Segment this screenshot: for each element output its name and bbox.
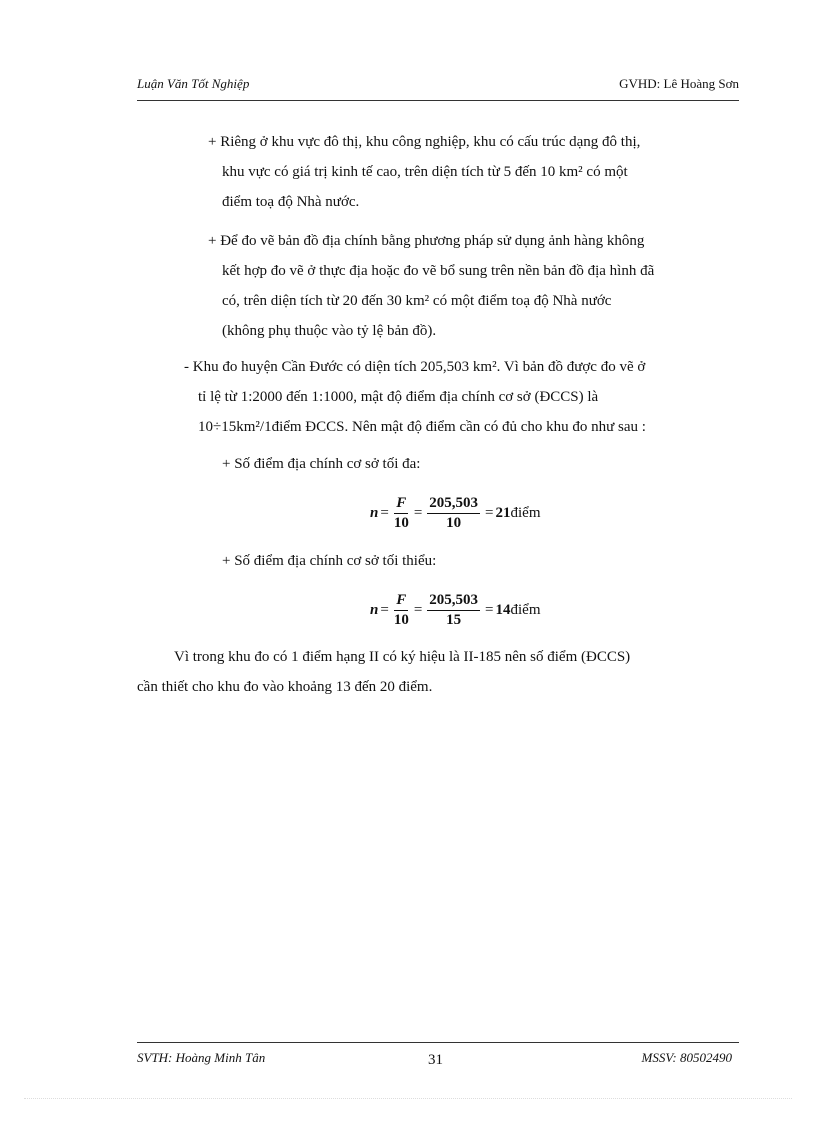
formula-min-num2: 205,503 <box>427 591 480 611</box>
bullet-urban-line1: + Riêng ở khu vực đô thị, khu công nghiệp, khu có cấu trúc dạng đô thị, <box>208 134 641 150</box>
dash-area-line3: 10÷15km²/1điểm ĐCCS. Nên mật độ điểm cần có đủ cho khu đo như sau : <box>198 419 646 435</box>
page-edge-divider <box>24 1098 792 1099</box>
bullet-urban-line2: khu vực có giá trị kinh tế cao, trên diện tích từ 5 đến 10 km² có một <box>222 164 628 180</box>
formula-min-result: 14 <box>495 602 511 618</box>
formula-max-frac2 <box>427 494 480 533</box>
formula-min-eq3: = <box>485 602 494 618</box>
bullet-aerial-line4: (không phụ thuộc vào tỷ lệ bản đồ). <box>222 323 437 339</box>
formula-min-eq2: = <box>413 602 423 618</box>
formula-max-num1: F <box>394 494 408 514</box>
formula-max-result: 21 <box>495 505 511 521</box>
formula-min <box>370 591 541 630</box>
dash-area-line2: tỉ lệ từ 1:2000 đến 1:1000, mật độ điểm địa chính cơ sở (ĐCCS) là <box>198 389 599 405</box>
conclusion-line2: cần thiết cho khu đo vào khoảng 13 đến 20 điểm. <box>137 679 433 695</box>
footer-right: MSSV: 80502490 <box>641 1050 732 1065</box>
formula-max-eq2: = <box>413 505 423 521</box>
formula-min-frac1 <box>394 591 409 630</box>
bullet-aerial-cont <box>222 256 739 346</box>
bullet-aerial <box>208 226 739 256</box>
bullet-urban <box>208 127 739 157</box>
header-right: GVHD: Lê Hoàng Sơn <box>619 76 739 91</box>
formula-max-den2: 10 <box>446 515 462 531</box>
formula-max-eq1: = <box>380 505 389 521</box>
dash-area <box>184 352 739 382</box>
min-label: + Số điểm địa chính cơ sở tối thiểu: <box>222 553 437 569</box>
bullet-urban-cont <box>222 157 739 217</box>
page-number: 31 <box>428 1052 443 1068</box>
formula-max-lhs: n <box>370 505 379 521</box>
formula-min-lhs: n <box>370 602 379 618</box>
formula-min-num1: F <box>394 591 408 611</box>
max-label: + Số điểm địa chính cơ sở tối đa: <box>222 456 421 472</box>
dash-area-cont <box>198 382 739 442</box>
bullet-aerial-line1: + Để đo vẽ bản đồ địa chính bằng phương pháp sử dụng ảnh hàng không <box>208 233 645 249</box>
formula-min-eq1: = <box>380 602 389 618</box>
formula-min-den2: 15 <box>446 612 462 628</box>
formula-min-frac2 <box>427 591 480 630</box>
footer-rule <box>137 1042 739 1043</box>
bullet-aerial-line3: có, trên diện tích từ 20 đến 30 km² có một điểm toạ độ Nhà nước <box>222 293 612 309</box>
formula-max-unit: điểm <box>510 505 541 521</box>
header-left: Luận Văn Tốt Nghiệp <box>137 76 250 91</box>
formula-max-frac1 <box>394 494 409 533</box>
formula-max-den1: 10 <box>393 515 409 531</box>
formula-max <box>370 494 541 533</box>
footer-left: SVTH: Hoàng Minh Tân <box>137 1050 266 1065</box>
formula-max-eq3: = <box>485 505 494 521</box>
header-rule <box>137 100 739 101</box>
formula-max-num2: 205,503 <box>427 494 480 514</box>
bullet-urban-line3: điểm toạ độ Nhà nước. <box>222 194 360 210</box>
conclusion-line1: Vì trong khu đo có 1 điểm hạng II có ký hiệu là II-185 nên số điểm (ĐCCS) <box>174 649 631 665</box>
formula-min-den1: 10 <box>393 612 409 628</box>
dash-area-line1: - Khu đo huyện Cần Đước có diện tích 205,503 km². Vì bản đồ được đo vẽ ở <box>184 359 646 375</box>
bullet-aerial-line2: kết hợp đo vẽ ở thực địa hoặc đo vẽ bổ sung trên nền bản đồ địa hình đã <box>222 263 655 279</box>
formula-min-unit: điểm <box>510 602 541 618</box>
